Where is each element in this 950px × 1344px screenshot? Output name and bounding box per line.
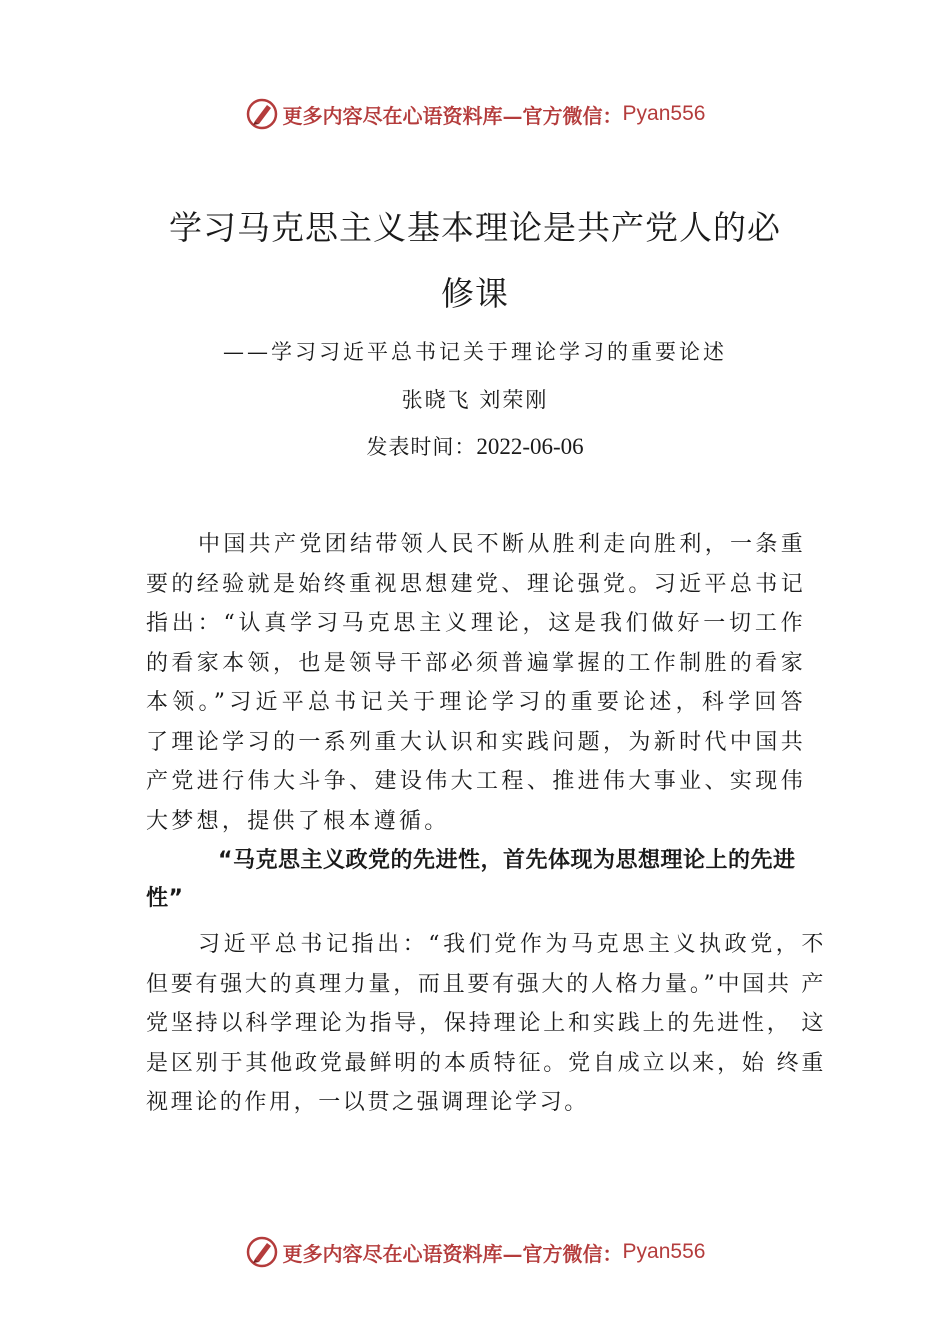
watermark-handle: Pyan556	[622, 102, 706, 125]
publish-date	[0, 431, 950, 461]
section-heading: “马克思主义政党的先进性，首先体现为思想理论上的先进性”	[146, 848, 796, 911]
header-watermark-banner	[0, 94, 950, 134]
publish-date-value: 2022-06-06	[476, 434, 584, 459]
footer-watermark-banner	[0, 1232, 950, 1272]
pen-logo-icon	[245, 1235, 279, 1269]
pen-logo-icon	[245, 97, 279, 131]
article-subtitle: ——学习习近平总书记关于理论学习的重要论述	[223, 340, 727, 364]
article-title-line2: 修课	[441, 274, 509, 313]
watermark-text: 更多内容尽在心语资料库—官方微信：	[282, 103, 623, 128]
article-title-line1: 学习马克思主义基本理论是共产党人的必	[169, 208, 781, 247]
publish-date-label: 发表时间：	[366, 435, 477, 459]
article-authors: 张晓飞 刘荣刚	[401, 388, 549, 412]
watermark-text: 更多内容尽在心语资料库—官方微信：	[282, 1241, 623, 1266]
watermark-handle: Pyan556	[622, 1240, 706, 1263]
body-paragraph-1: 中国共产党团结带领人民不断从胜利走向胜利，一条重要的经验就是始终重视思想建党、理论强党。习近平总书记指出：“认真学习马克思主义理论，这是我们做好一切工作的看家本领，也是领导干部必须普遍掌握的工作制胜的看家本领。”习近平总书记关于理论学习的重要论述，科学回答了理论学习的一系列重大认识和实践问题，为新时代中国共产党进行伟大斗争、建设伟大工程、推进伟大事业、实现伟大梦想，提供了根本遵循。	[146, 532, 806, 834]
body-paragraph-2: 习近平总书记指出：“我们党作为马克思主义执政党，不但要有强大的真理力量，而且要有强大的人格力量。”中国共 产党坚持以科学理论为指导，保持理论上和实践上的先进性， 这是区别于其他政党最鲜明的本质特征。党自成立以来，始 终重视理论的作用，一以贯之强调理论学习。	[146, 932, 826, 1115]
